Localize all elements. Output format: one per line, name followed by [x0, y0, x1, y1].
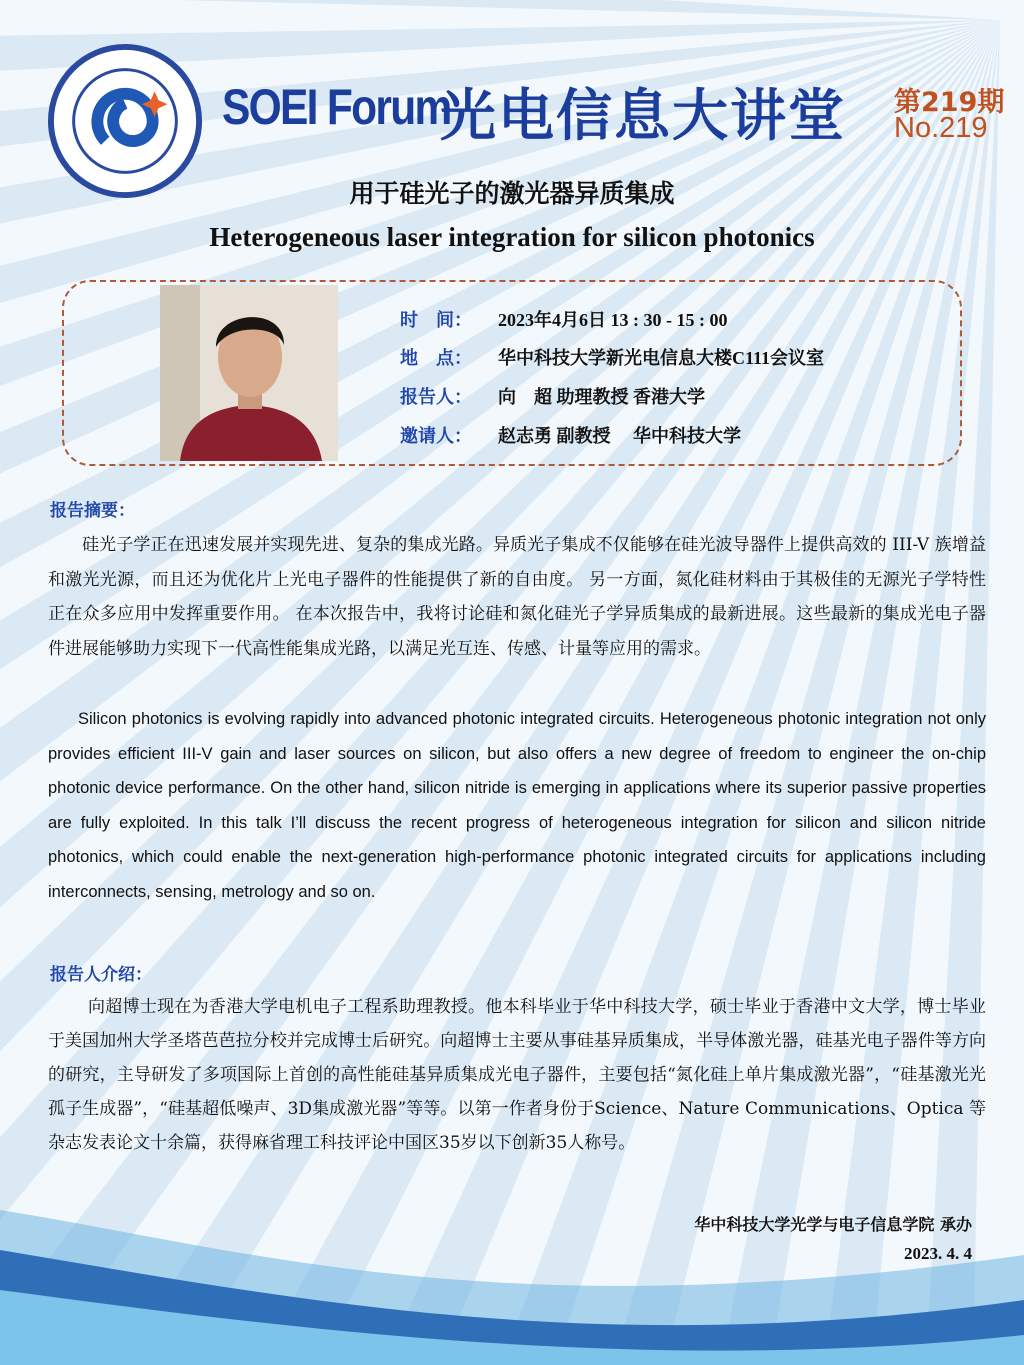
speaker-photo [160, 285, 338, 461]
speaker-bio: 向超博士现在为香港大学电机电子工程系助理教授。他本科毕业于华中科技大学，硕士毕业于香港中文大学，博士毕业于美国加州大学圣塔芭芭拉分校并完成博士后研究。向超博士主要从事硅基异质集成，半导体激光器，硅基光电子器件等方向的研究，主导研发了多项国际上首创的高性能硅基异质集成光电子器件，主要包括“氮化硅上单片集成激光器”，“硅基激光光孤子生成器”，“硅基超低噪声、3D集成激光器”等等。以第一作者身份于Science、Nature Communications、Optica 等杂志发表论文十余篇，获得麻省理工科技评论中国区35岁以下创新35人称号。 [48, 997, 987, 1153]
info-value: 华中科技大学新光电信息大楼C111会议室 [498, 348, 825, 368]
poster-date: 2023. 4. 4 [904, 1244, 972, 1263]
issue-number-cn: 第219期 [894, 87, 1005, 118]
background-ray [174, 0, 1000, 20]
forum-title-cn: 光电信息大讲堂 [440, 84, 846, 149]
info-value: 2023年4月6日 13 : 30 - 15 : 00 [498, 310, 728, 330]
abstract-heading: 报告摘要： [50, 501, 135, 521]
info-label: 时 间： [400, 310, 472, 331]
forum-title-en: SOEI Forum [222, 79, 451, 135]
info-label: 地 点： [400, 348, 472, 369]
talk-title-en: Heterogeneous laser integration for silicon photonics [209, 222, 815, 252]
abstract-en: Silicon photonics is evolving rapidly into advanced photonic integrated circuits. Heterogeneous photonic integration not only provides efficient III-V gain and laser sources on silicon, but also offers a new degree of freedom to engineer the on-chip photonic device performance. On the other hand, silicon nitride is emerging in applications where its superior passive properties are fully exploited. In this talk I’ll discuss the recent progress of heterogeneous integration for silicon and silicon nitride photonics, which could enable the next-generation high-performance photonic integrated circuits for applications including interconnects, sensing, metrology and so on. [48, 710, 986, 901]
info-label: 邀请人： [400, 426, 472, 447]
info-value: 向 超 助理教授 香港大学 [498, 387, 705, 407]
talk-title-cn: 用于硅光子的激光器异质集成 [349, 179, 675, 208]
issue-number: No.219 [894, 112, 988, 144]
abstract-cn: 硅光子学正在迅速发展并实现先进、复杂的集成光路。异质光子集成不仅能够在硅光波导器件上提供高效的 III-V 族增益和激光光源，而且还为优化片上光电子器件的性能提供了新的自由度。 另一方面，氮化硅材料由于其极佳的无源光子学特性正在众多应用中发挥重要作用。 在本次报告中，我将讨论硅和氮化硅光子学异质集成的最新进展。这些最新的集成光电子器件进展能够助力实现下一代高性能集成光路，以满足光互连、传感、计量等应用的需求。 [48, 535, 986, 659]
info-value: 赵志勇 副教授 华中科技大学 [498, 426, 741, 446]
info-label: 报告人： [400, 387, 472, 408]
bio-heading: 报告人介绍： [50, 965, 152, 985]
host-organization: 华中科技大学光学与电子信息学院 承办 [694, 1215, 972, 1234]
